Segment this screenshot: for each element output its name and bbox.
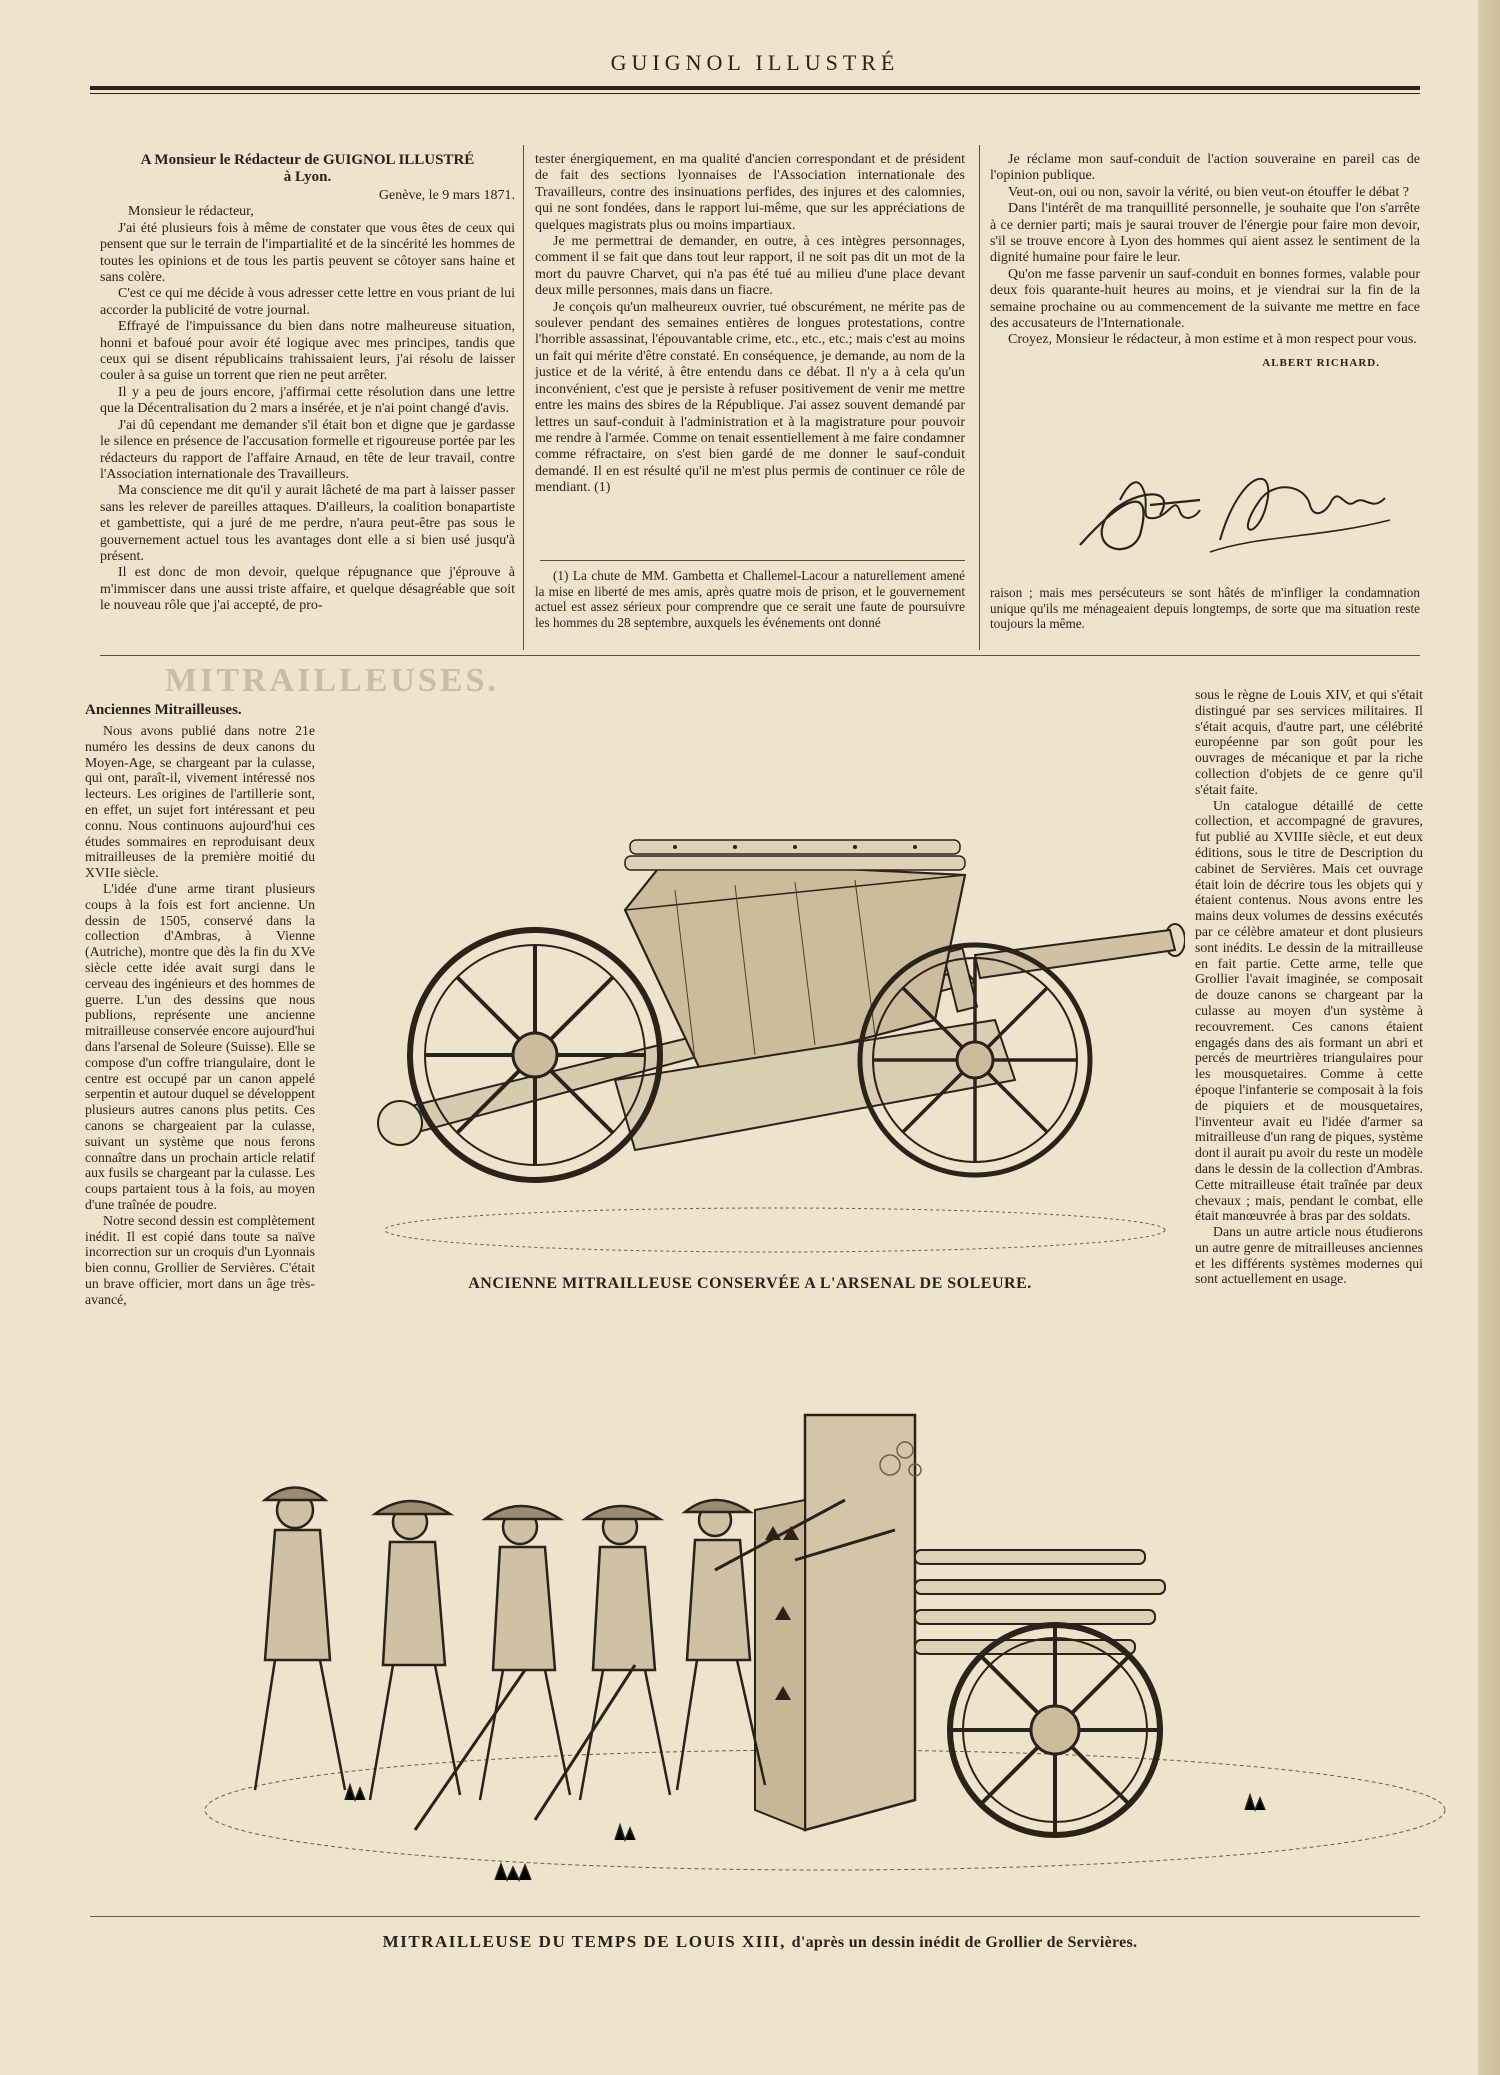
masthead-rule-thick: [90, 86, 1420, 90]
article-paragraph: Dans un autre article nous étudierons un autre genre de mitrailleuses anciennes et les différents systèmes modernes qui sont actuellement en usage.: [1195, 1224, 1423, 1287]
letter-dateline: Genève, le 9 mars 1871.: [378, 188, 515, 203]
letter-paragraph: Croyez, Monsieur le rédacteur, à mon estime et à mon respect pour vous.: [1008, 332, 1417, 348]
letter-paragraph: Effrayé de l'impuissance du bien dans notre malheureuse situation, honni et bafoué pour avoir été logique avec mes principes, tandis que ceux qui se disent républicains trahissaient leurs, j'ai résolu de laisser couler à sa guise un torrent que rien ne peut arrêter.: [100, 319, 515, 384]
louis-xiii-mitrailleuse-illustration: [195, 1410, 1455, 1910]
letter-paragraph: Il est donc de mon devoir, quelque répugnance que j'éprouve à m'immiscer dans une aussi triste affaire, et quelque désagréable que soit le nouveau rôle que j'ai accepté, de pro-: [100, 565, 515, 614]
masthead-title: GUIGNOL ILLUSTRÉ: [610, 50, 900, 75]
masthead-rule-thin: [90, 93, 1420, 94]
article-paragraph: L'idée d'une arme tirant plusieurs coups à la fois est fort ancienne. Un dessin de 1505, conservé dans la collection d'Ambras, à Vienne (Autriche), montre que dès la fin du XVe siècle cette idée avait surgi dans le cerveau des ingénieurs et des hommes de guerre. L'un des dessins que nous publions, représente une ancienne mitrailleuse conservée encore aujourd'hui dans l'arsenal de Soleure (Suisse). Elle se compose d'un coffre triangulaire, dont le centre est occupé par un canon appelé serpentin et autour duquel se développent plusieurs autres canons plus petits. Ces canons se chargeaient par la culasse, suivant un système que nous ferons connaître dans un prochain article relatif aux fusils se chargeant par la culasse. Les coups partaient tous à la fois, au moyen d'une traînée de poudre.: [85, 880, 315, 1212]
article-column-left: [85, 702, 315, 1307]
footnote-continuation: [990, 585, 1420, 632]
article-paragraph: sous le règne de Louis XIV, et qui s'était distingué par ses services militaires. Il s'était acquis, d'autre part, une célébrité européenne par son goût pour les ouvrages de mécanique et par la riche collection d'objets de ce genre qu'il s'était faite.: [1195, 687, 1423, 797]
column-rule-1: [523, 145, 524, 650]
bleed-through-title: MITRAILLEUSES.: [165, 662, 499, 699]
letter-column-3: [990, 152, 1420, 371]
column-rule-2: [979, 145, 980, 650]
letter-paragraph: Je réclame mon sauf-conduit de l'action souveraine en pareil cas de l'opinion publique.: [990, 152, 1420, 184]
article-paragraph: Notre second dessin est complètement inédit. Il est copié dans toute sa naïve incorrection sur un croquis d'un Lyonnais bien connu, Grollier de Servières. C'était un brave officier, mort dans un âge très-avancé,: [85, 1212, 315, 1307]
letter-salutation: Monsieur le rédacteur,: [128, 204, 254, 220]
letter-paragraph: tester énergiquement, en ma qualité d'ancien correspondant et de président de fait des sections lyonnaises de l'Association internationale des Travailleurs, contre des insinuations perfides, des injures et des calomnies, qui ne sont fondées, dans le rapport lui-même, que sur les appréciations de quelques magistrats plus ou moins impartiaux.: [535, 152, 965, 233]
letter-column-2: [535, 152, 965, 497]
page-edge: [1478, 0, 1500, 2075]
footnote-text: (1) La chute de MM. Gambetta et Challemel-Lacour a naturellement amené la mise en liberté de mes amis, après quatre mois de prison, et le gouvernement actuel est assez sérieux pour comprendre que ce serait une faute de poursuivre les hommes du 28 septembre, auxquels les événements ont donné: [535, 568, 965, 630]
letter-footnote: [535, 568, 965, 630]
article-paragraph: Nous avons publié dans notre 21e numéro les dessins de deux canons du Moyen-Age, se chargeant par la culasse, qui ont, paraît-il, vivement intéressé nos lecteurs. Les origines de l'artillerie sont, en effet, un sujet fort intéressant et peu connu. Nous continuons aujourd'hui ces études sommaires en reproduisant deux mitrailleuses de la première moitié du XVIIe siècle.: [85, 723, 315, 881]
footnote-rule: [540, 560, 965, 561]
figure-2-caption-credit: d'après un dessin inédit de Grollier de Servières.: [791, 1934, 1138, 1951]
letter-paragraph: C'est ce qui me décide à vous adresser cette lettre en vous priant de lui accorder la publicité de votre journal.: [100, 286, 515, 318]
letter-column-1: [100, 152, 515, 615]
figure-2-caption-title: MITRAILLEUSE DU TEMPS DE LOUIS XIII,: [382, 1932, 786, 1951]
letter-paragraph: Je me permettrai de demander, en outre, à ces intègres personnages, comment il se fait que dans tout leur rapport, il ne soit pas dit un mot de la mort du pauvre Charvet, qui n'a pas été tué au milieu d'une place devant deux mille personnes, mais dans un fiacre.: [535, 234, 965, 299]
letter-paragraph: Ma conscience me dit qu'il y aurait lâcheté de ma part à laisser passer sans les relever de pareilles attaques. D'ailleurs, la coalition bonapartiste et gambettiste, qui a juré de me perdre, n'aura peut-être pas sous le gouvernement actuel tous les avantages dont elle a si bien usé jusqu'à présent.: [100, 483, 515, 564]
letter-heading: A Monsieur le Rédacteur de GUIGNOL ILLUSTRÉ: [140, 152, 475, 168]
letter-paragraph: Je conçois qu'un malheureux ouvrier, tué obscurément, ne mérite pas de soulever pendant des semaines entières de longues protestations, contre l'horrible assassinat, l'épouvantable crime, etc., etc., etc.; mais c'est au moins un fait qui mérite d'être constaté. En conséquence, je demande, au nom de la justice et de la vérité, à être entendu dans ce débat. Il n'y a à cela qu'un inconvénient, c'est que je persiste à refuser positivement de venir me mettre entre les mains des sbires de la République. J'ai assez souvent demandé par lettres un sauf-conduit à l'administration et à la magistrature pour pouvoir me rendre à l'armée. Comme on tenait essentiellement à me faire condamner comme réfractaire, on s'est bien gardé de me donner le sauf-conduit demandé. Il en est résulté qu'il ne m'est plus permis de continuer ce rôle de mendiant. (1): [535, 299, 965, 496]
figure-2-caption: [200, 1932, 1320, 1952]
signature-name: ALBERT RICHARD.: [1262, 356, 1380, 369]
footnote-continuation-text: raison ; mais mes persécuteurs se sont hâtés de m'infliger la condamnation unique qu'ils me ménageaient depuis longtemps, de sorte que ma situation reste toujours la même.: [990, 585, 1420, 632]
letter-paragraph: Veut-on, oui ou non, savoir la vérité, ou bien veut-on étouffer le débat ?: [1008, 184, 1409, 200]
bottom-rule: [90, 1916, 1420, 1917]
letter-paragraph: Qu'on me fasse parvenir un sauf-conduit en bonnes formes, valable pour deux fois quarante-huit heures au moins, et je viendrai sur la fin de la semaine prochaine ou au commencement de la suivante me mettre en face des accusateurs de l'Internationale.: [990, 266, 1420, 332]
letter-paragraph: Il y a peu de jours encore, j'affirmai cette résolution dans une lettre que la Décentralisation du 2 mars a insérée, et je n'ai point changé d'avis.: [100, 384, 515, 417]
handwritten-signature: [1060, 440, 1420, 570]
article-paragraph: Un catalogue détaillé de cette collection, et accompagné de gravures, fut publié au XVIIIe siècle, et eut deux éditions, sous le titre de Description du cabinet de Servières. Mais cet ouvrage était loin de décrire tous les objets qui y étaient contenus. Nous avons entre les mains deux volumes de dessins exécutés par ce célèbre amateur et dont plusieurs sont inédits. Le dessin de la mitrailleuse en fait partie. Cette arme, telle que Grollier l'avait imaginée, se composait de douze canons se chargeant par la culasse au moyen d'un système à recouvrement. Ces canons étaient engagés dans des ais formant un abri et percés de meurtrières triangulaires pour les mousquetaires. Comme à cette époque l'infanterie se composait à la fois de piquiers et de mousquetaires, l'inventeur avait eu l'idée d'armer sa mitrailleuse d'un rang de piques, système dont il aurait pu avoir du reste un modèle dans le dessin de la collection d'Ambras. Cette mitrailleuse était traînée par deux chevaux ; mais, pendant le combat, elle était manœuvrée à bras par des soldats.: [1195, 797, 1423, 1224]
article-title: Anciennes Mitrailleuses.: [85, 702, 242, 718]
letter-divider: [100, 655, 1420, 656]
letter-heading-city: à Lyon.: [283, 169, 332, 185]
soleure-mitrailleuse-illustration: [375, 820, 1185, 1260]
figure-1-caption: ANCIENNE MITRAILLEUSE CONSERVÉE A L'ARSENAL DE SOLEURE.: [468, 1275, 1032, 1292]
letter-paragraph: Dans l'intérêt de ma tranquillité personnelle, je souhaite que l'on s'arrête à ce dernier parti; mais je saurai trouver de l'énergie pour faire mon devoir, s'il se trouve encore à Lyon des hommes qui aient assez le sentiment de la dignité humaine pour faire le leur.: [990, 201, 1420, 266]
article-column-right: [1195, 687, 1423, 1287]
letter-paragraph: J'ai dû cependant me demander s'il était bon et digne que je gardasse le silence en présence de l'accusation formelle et rigoureuse portée par les rédacteurs du rapport de l'affaire Arnaud, en tête de leur travail, contre l'Association internationale des Travailleurs.: [100, 417, 515, 482]
letter-paragraph: J'ai été plusieurs fois à même de constater que vous êtes de ceux qui pensent que sur le terrain de l'impartialité et de la sincérité les hommes de toutes les opinions et de tous les partis peuvent se côtoyer sans haine et sans colère.: [100, 220, 515, 286]
